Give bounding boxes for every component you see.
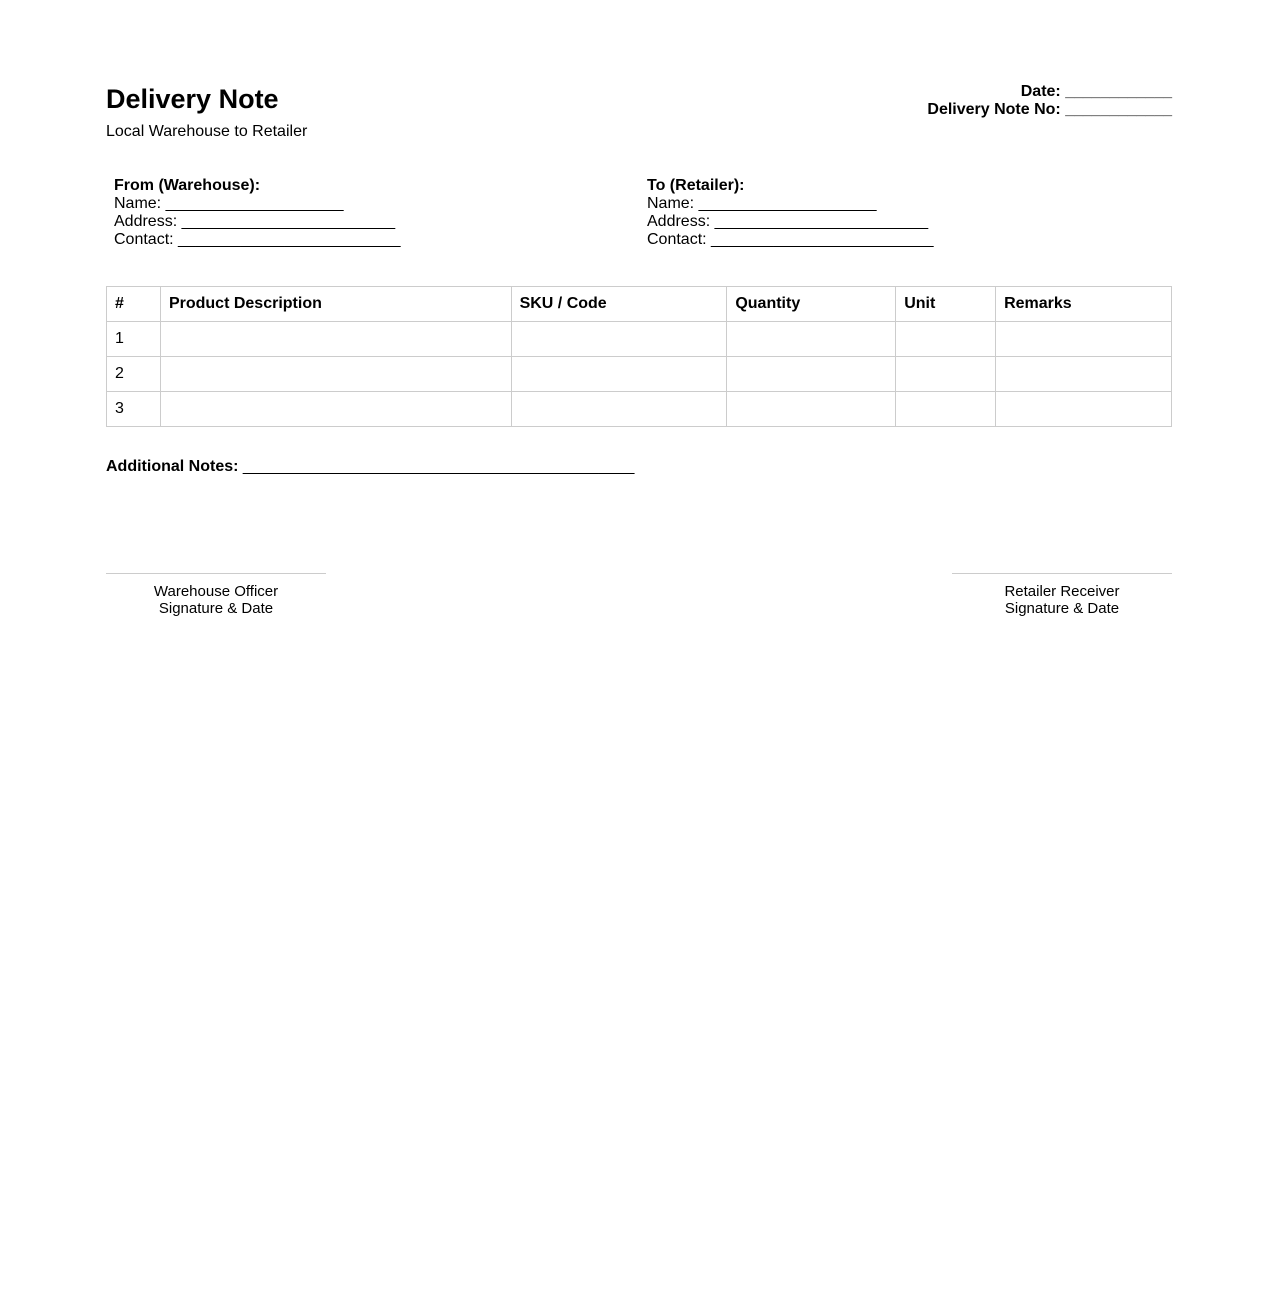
items-table xyxy=(106,286,1172,427)
cell-product-description xyxy=(160,392,511,427)
retailer-receiver-signature xyxy=(952,573,1172,617)
column-header-unit: Unit xyxy=(896,287,996,322)
from-address-field: Address: ________________________ xyxy=(114,213,396,230)
to-retailer-block xyxy=(647,177,934,249)
cell-remarks xyxy=(996,392,1172,427)
to-heading: To (Retailer): xyxy=(647,177,745,194)
signature-role: Warehouse Officer xyxy=(153,583,279,600)
cell-unit xyxy=(896,392,996,427)
cell-quantity xyxy=(727,392,896,427)
cell-quantity xyxy=(727,322,896,357)
to-contact-field: Contact: _________________________ xyxy=(647,231,934,248)
date-label: Date: xyxy=(1020,83,1061,100)
delivery-note-number-label: Delivery Note No: xyxy=(927,101,1061,118)
column-header-sku-code: SKU / Code xyxy=(511,287,727,322)
cell-sku-code xyxy=(511,322,727,357)
cell-unit xyxy=(896,322,996,357)
cell-sku-code xyxy=(511,357,727,392)
additional-notes xyxy=(106,458,634,476)
cell-remarks xyxy=(996,322,1172,357)
to-address-field: Address: ________________________ xyxy=(647,213,929,230)
date-row xyxy=(927,83,1172,101)
cell-quantity xyxy=(727,357,896,392)
column-header-number: # xyxy=(107,287,161,322)
to-name-field: Name: ____________________ xyxy=(647,195,877,212)
table-row xyxy=(107,357,1172,392)
delivery-note-number-row xyxy=(927,101,1172,119)
signature-role: Retailer Receiver xyxy=(1004,583,1120,600)
cell-number: 3 xyxy=(107,392,161,427)
cell-product-description xyxy=(160,357,511,392)
cell-sku-code xyxy=(511,392,727,427)
table-header-row xyxy=(107,287,1172,322)
delivery-note-number-field: ____________ xyxy=(1065,101,1172,118)
page-subtitle: Local Warehouse to Retailer xyxy=(106,123,308,140)
column-header-product-description: Product Description xyxy=(160,287,511,322)
from-name-field: Name: ____________________ xyxy=(114,195,344,212)
table-row xyxy=(107,322,1172,357)
cell-number: 2 xyxy=(107,357,161,392)
from-heading: From (Warehouse): xyxy=(114,177,261,194)
page-title: Delivery Note xyxy=(106,84,279,114)
cell-unit xyxy=(896,357,996,392)
additional-notes-label: Additional Notes: xyxy=(106,458,239,475)
from-contact-field: Contact: _________________________ xyxy=(114,231,401,248)
column-header-remarks: Remarks xyxy=(996,287,1172,322)
document-meta xyxy=(927,83,1172,119)
signature-caption: Signature & Date xyxy=(1004,600,1120,617)
date-field: ____________ xyxy=(1065,83,1172,100)
cell-number: 1 xyxy=(107,322,161,357)
signature-caption: Signature & Date xyxy=(158,600,274,617)
table-row xyxy=(107,392,1172,427)
cell-product-description xyxy=(160,322,511,357)
from-warehouse-block xyxy=(114,177,401,249)
warehouse-officer-signature xyxy=(106,573,326,617)
column-header-quantity: Quantity xyxy=(727,287,896,322)
cell-remarks xyxy=(996,357,1172,392)
additional-notes-field: ____________________________________________ xyxy=(242,458,635,475)
